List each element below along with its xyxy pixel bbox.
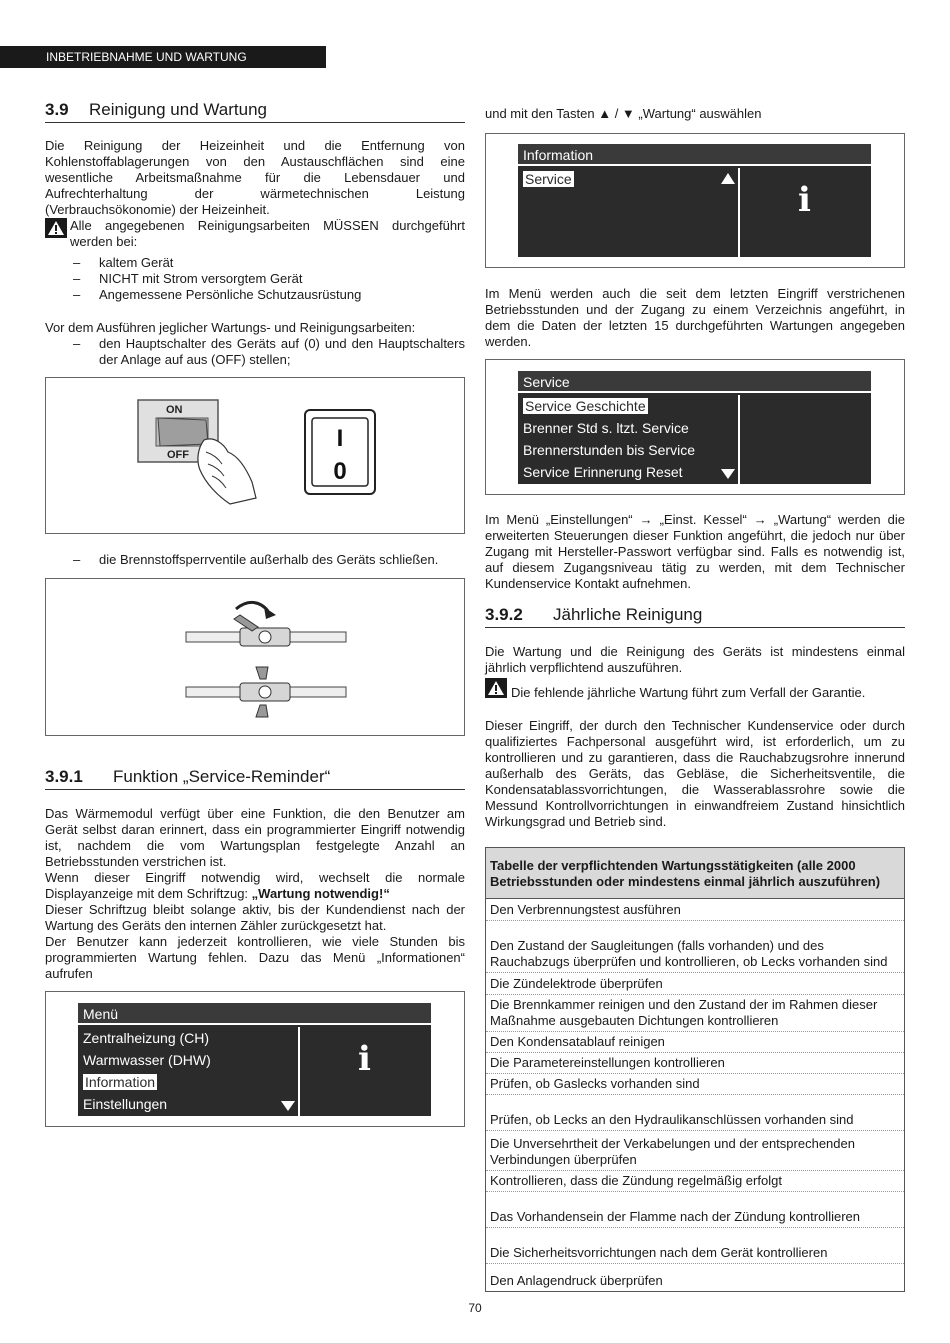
display-divider [298,1027,300,1116]
menu-title: Menü [78,1003,431,1025]
section-title: Jährliche Reinigung [553,605,703,624]
switch-illustration [46,378,466,535]
table-row: Die Sicherheitsvorrichtungen nach dem Gerät kontrollieren [486,1228,905,1264]
menu-title: Information [518,144,871,166]
table-row: Prüfen, ob Gaslecks vorhanden sind [486,1074,905,1095]
table-row: Die Zündelektrode überprüfen [486,973,905,995]
list-item: – Angemessene Persönliche Schutzausrüstung [73,287,465,303]
page-number: 70 [468,1301,482,1315]
menu-item-selected[interactable]: Service Geschichte [525,398,646,414]
menu-list [78,1027,298,1115]
section-number: 3.9.1 [45,767,83,786]
menu-item-selected[interactable]: Service [525,171,572,187]
table-row: Prüfen, ob Lecks an den Hydraulikanschlüssen vorhanden sind [486,1095,905,1131]
menu-item[interactable]: Brenner Std s. ltzt. Service [523,420,689,436]
menu-item[interactable]: Einstellungen [83,1096,168,1112]
off-label: OFF [167,449,189,461]
switch-one-label: I [336,425,344,452]
menu-item[interactable]: Warmwasser (DHW) [83,1052,211,1068]
section-number: 3.9 [45,100,69,119]
section-title: Reinigung und Wartung [89,100,267,119]
section-title: Funktion „Service-Reminder“ [113,767,331,786]
menu-list [518,395,738,483]
warning-icon [485,678,507,698]
list-item: – NICHT mit Strom versorgtem Gerät [73,271,465,287]
warning-text: Die fehlende jährliche Wartung führt zum Verfall der Garantie. [511,685,866,700]
display-divider [738,395,740,484]
info-icon: i [798,180,811,220]
scroll-down-icon [281,1101,295,1111]
warning-block [45,218,465,250]
select-instruction: und mit den Tasten ▲ / ▼ „Wartung“ auswählen [485,106,762,121]
heading-rule [485,627,905,628]
on-label: ON [166,404,183,416]
reminder-paragraph: Dieser Schriftzug bleibt solange aktiv, bis der Kundendienst nach der Wartung des Geräts den internen Zähler zurückgesetzt hat. [45,902,465,933]
reminder-text-a: Wenn dieser Eingriff notwendig wird, wechselt die normale Displayanzeige mit dem Schriftzug: [45,870,465,901]
warning-text: Alle angegebenen Reinigungsarbeiten MÜSSEN durchgeführt werden bei: [70,218,465,249]
scroll-down-icon [721,469,735,479]
valve-illustration [46,579,466,737]
list-item: – kaltem Gerät [73,255,465,271]
maintenance-table [485,847,905,1292]
table-row: Die Parametereinstellungen kontrollieren [486,1053,905,1074]
section-header: INBETRIEBNAHME UND WARTUNG [0,46,326,68]
scroll-up-icon [721,173,735,184]
intro-paragraph: Die Reinigung der Heizeinheit und die Entfernung von Kohlenstoffablagerungen von den Austauschflächen sind eine wesentliche Arbeitsmaßnahme für die Lebensdauer und Aufrechterhaltung der wärmetechnischen Leistung (Verbrauchsökonomie) der Heizeinheit. [45,138,465,217]
table-row: Den Anlagendruck überprüfen [486,1264,905,1292]
menu-display [78,1003,431,1116]
menu-item[interactable]: Service Erinnerung Reset [523,464,683,480]
menu-list [518,168,738,190]
menu-title: Service [518,371,871,393]
section-heading-3-9 [45,99,465,121]
menu-item[interactable]: Brennerstunden bis Service [523,442,695,458]
section-heading-3-9-1 [45,766,465,788]
before-list [73,336,465,368]
display-divider [738,168,740,257]
table-row: Den Verbrennungstest ausführen [486,899,905,921]
before-text: Vor dem Ausführen jeglicher Wartungs- und Reinigungsarbeiten: [45,320,416,335]
warning-list [73,255,465,303]
table-row: Die Unversehrtheit der Verkabelungen und der entsprechenden Verbindungen überprüfen [486,1131,905,1171]
valve-figure [45,578,465,736]
table-row: Das Vorhandensein der Flamme nach der Zündung kontrollieren [486,1192,905,1228]
reminder-paragraph [45,870,465,902]
heading-rule [45,789,465,790]
annual-paragraph: Die Wartung und die Reinigung des Geräts ist mindestens einmal jährlich verpflichtend auszuführen. [485,644,905,675]
reminder-paragraph: Der Benutzer kann jederzeit kontrollieren, wie viele Stunden bis programmierten Wartung fehlen. Dazu das Menü „Informationen“ aufrufen [45,934,465,981]
reminder-paragraph: Das Wärmemodul verfügt über eine Funktion, die den Benutzer am Gerät selbst daran erinnert, dass ein programmierter Eingriff notwendig ist, nachdem die vom Wartungsplan festgelegte Anzahl an Betriebsstunden verstrichen ist. [45,806,465,869]
table-row: Den Zustand der Saugleitungen (falls vorhanden) und des Rauchabzugs überprüfen und kontrollieren, ob Lecks vorhanden sind [486,921,905,973]
menu-item[interactable]: Zentralheizung (CH) [83,1030,210,1046]
heading-rule [45,122,465,123]
reminder-alert-text: „Wartung notwendig!“ [251,886,390,901]
table-row: Die Brennkammer reinigen und den Zustand der im Rahmen dieser Maßnahme ausgebauten Dichtungen kontrollieren [486,995,905,1032]
warning-icon [45,218,67,238]
table-row: Kontrollieren, dass die Zündung regelmäßig erfolgt [486,1171,905,1192]
intervention-paragraph: Dieser Eingriff, der durch den Technischer Kundenservice oder durch qualifiziertes Fachpersonal ausgeführt wird, ist erforderlich, um zu kontrollieren und zu garantieren, dass die Rauchabzugsrohre innerund außerhalb des Geräts, das Gebläse, die Sicherheitsventile, die Kondensatablassvorrichtungen, die Wasserablassrohre sowie die Messund Kontrollvorrichtungen in einwandfreiem Zustand hinsichtlich Wirkungsgrad und Betrieb sind. [485,718,905,829]
menu-item-selected[interactable]: Information [85,1074,156,1090]
reminder-text [45,806,465,982]
table-header: Tabelle der verpflichtenden Wartungsstätigkeiten (alle 2000 Betriebsstunden oder mindestens einmal jährlich auszuführen) [486,848,905,899]
valve-list [73,552,465,568]
settings-paragraph: Im Menü „Einstellungen“ → „Einst. Kessel“ → „Wartung“ werden die erweiterten Steuerungen dieser Funktion angeführt, die jedoch nur über Zugang mit Hersteller-Passwort verfügbar sind. Falls es notwendig ist, auf diesem Zugangsniveau tätig zu werden, mit dem Technischer Kundenservice Kontakt aufnehmen. [485,512,905,591]
list-item: – die Brennstoffsperrventile außerhalb des Geräts schließen. [73,552,465,568]
information-display [518,144,871,257]
switch-zero-label: 0 [333,458,347,485]
service-paragraph: Im Menü werden auch die seit dem letzten Eingriff verstrichenen Betriebsstunden und der Zugang zu einem Verzeichnis angeführt, in dem die Daten der letzten 15 durchgeführten Wartungen angegeben werden. [485,286,905,349]
info-icon: i [358,1039,371,1079]
switch-figure [45,377,465,534]
list-item: – den Hauptschalter des Geräts auf (0) und den Hauptschalters der Anlage auf aus (OFF) stellen; [73,336,465,368]
service-display [518,371,871,484]
table-row: Den Kondensatablauf reinigen [486,1032,905,1053]
section-heading-3-9-2 [485,604,905,626]
section-number: 3.9.2 [485,605,523,624]
warning-block-2 [485,678,905,708]
